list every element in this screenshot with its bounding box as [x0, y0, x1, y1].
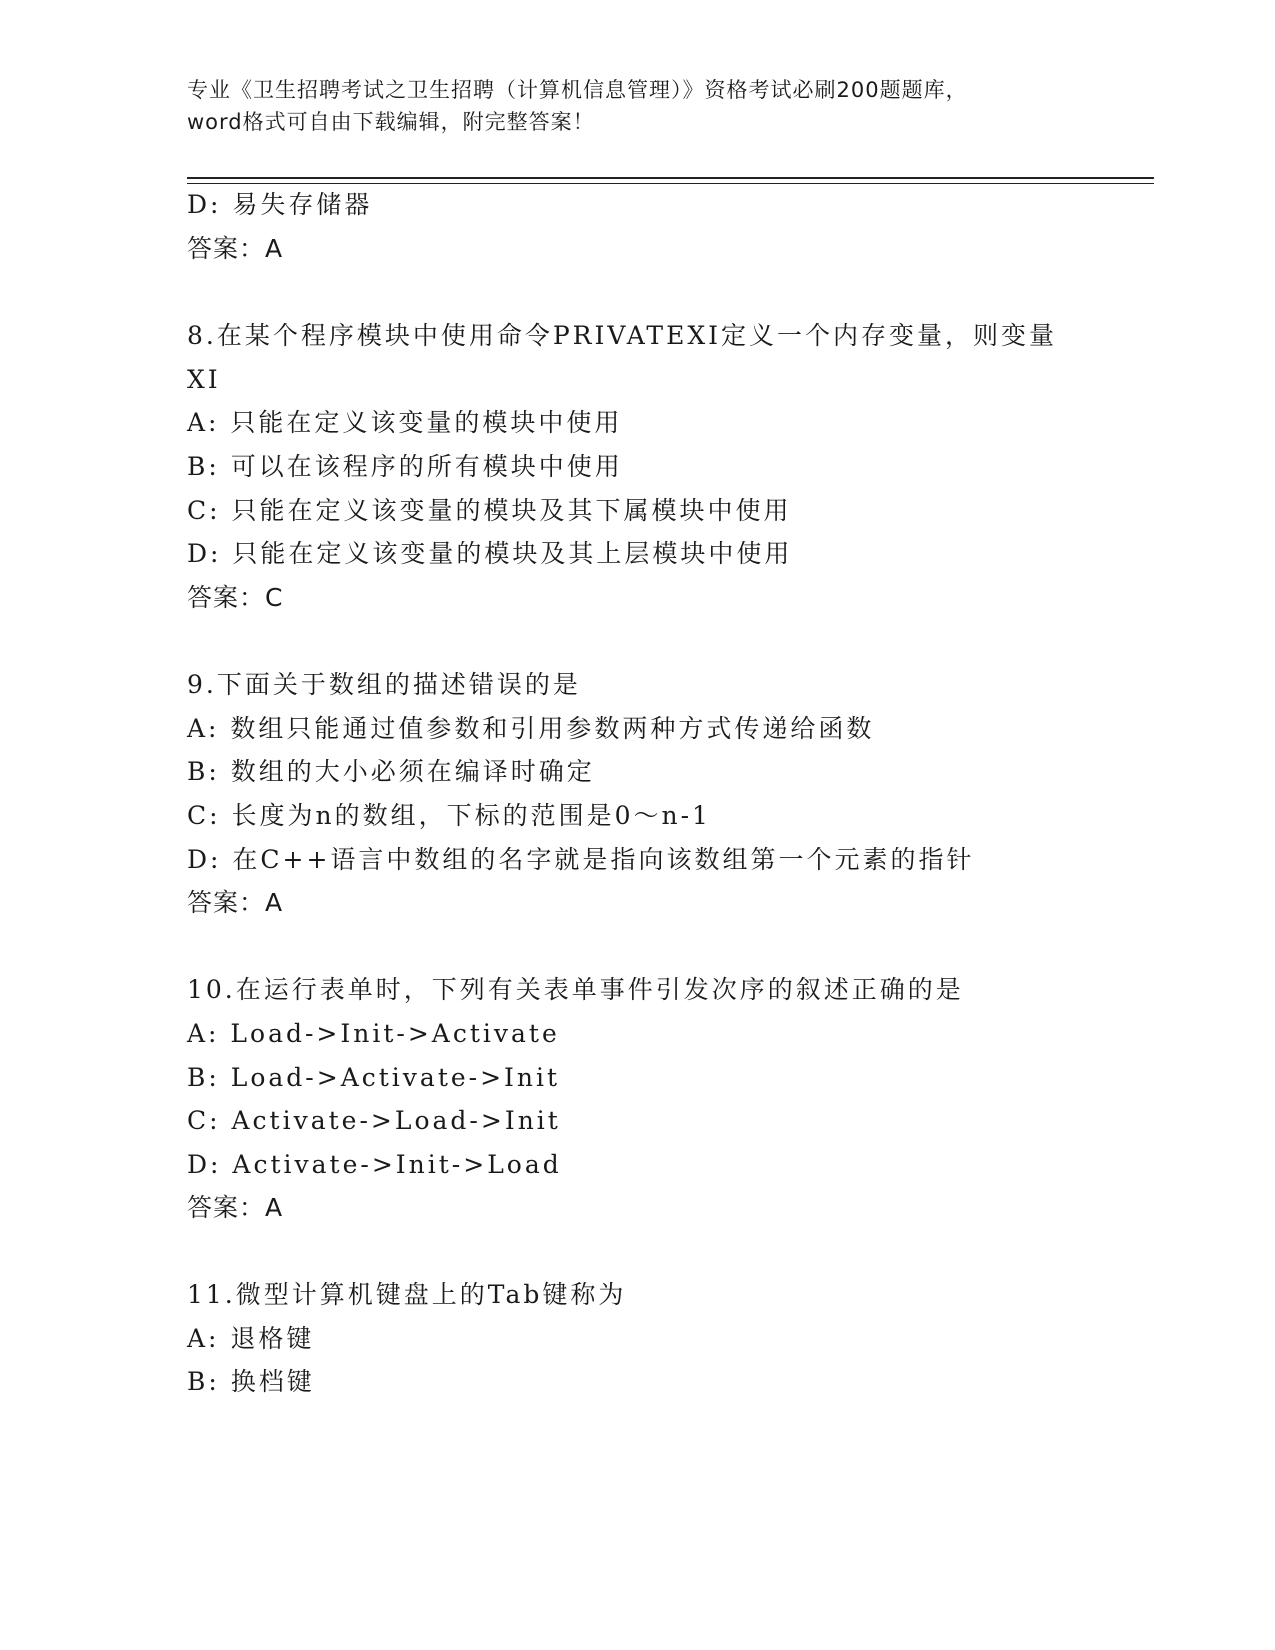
q11-stem: 11.微型计算机键盘上的Tab键称为: [187, 1280, 627, 1309]
q10-option-c: C: Activate->Load->Init: [187, 1106, 561, 1135]
q8-option-b: B: 可以在该程序的所有模块中使用: [187, 452, 623, 481]
q10-option-b: B: Load->Activate->Init: [187, 1063, 561, 1092]
q9-stem: 9.下面关于数组的描述错误的是: [187, 670, 581, 699]
prev-answer: 答案：A: [187, 234, 284, 263]
q11-option-b: B: 换档键: [187, 1367, 315, 1396]
q8-stem-line-2: XI: [187, 365, 221, 394]
q10-option-d: D: Activate->Init->Load: [187, 1150, 562, 1179]
q8-answer: 答案：C: [187, 583, 284, 612]
q10-answer: 答案：A: [187, 1193, 284, 1222]
header-line-1: 专业《卫生招聘考试之卫生招聘（计算机信息管理）》资格考试必刷200题题库，: [187, 78, 968, 102]
q8-option-a: A: 只能在定义该变量的模块中使用: [187, 408, 623, 437]
q9-option-c: C: 长度为n的数组，下标的范围是0～n-1: [187, 801, 711, 830]
q9-option-a: A: 数组只能通过值参数和引用参数两种方式传递给函数: [187, 714, 875, 743]
q10-option-a: A: Load->Init->Activate: [187, 1019, 560, 1048]
q10-stem: 10.在运行表单时，下列有关表单事件引发次序的叙述正确的是: [187, 975, 964, 1004]
header-line-2: word格式可自由下载编辑，附完整答案！: [187, 110, 595, 134]
q9-answer: 答案：A: [187, 888, 284, 917]
header-divider: [187, 177, 1154, 179]
q9-option-d: D: 在C++语言中数组的名字就是指向该数组第一个元素的指针: [187, 845, 975, 874]
q11-option-a: A: 退格键: [187, 1324, 315, 1353]
header-divider-thin: [187, 183, 1154, 184]
q9-option-b: B: 数组的大小必须在编译时确定: [187, 757, 595, 786]
q8-stem-line-1: 8.在某个程序模块中使用命令PRIVATEXI定义一个内存变量，则变量: [187, 321, 1058, 350]
document-header: [187, 74, 1087, 138]
q8-option-c: C: 只能在定义该变量的模块及其下属模块中使用: [187, 496, 792, 525]
q8-option-d: D: 只能在定义该变量的模块及其上层模块中使用: [187, 539, 793, 568]
prev-option-d: D: 易失存储器: [187, 190, 373, 219]
